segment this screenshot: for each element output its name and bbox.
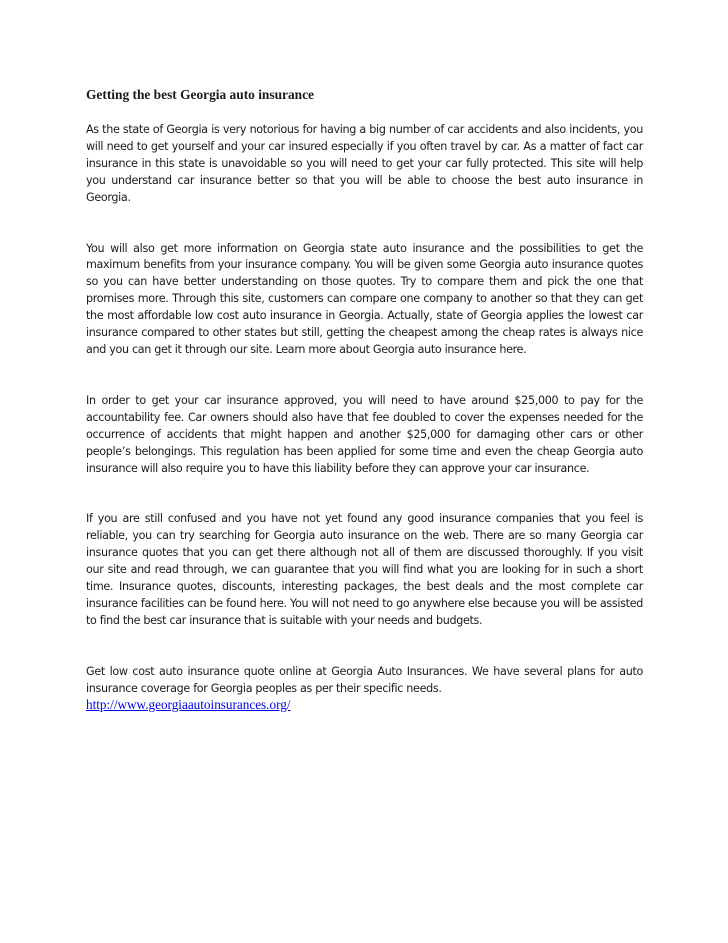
paragraph-3: In order to get your car insurance approved, you will need to have around $25,000 to pay for the accountability fee. Car owners should also have that fee doubled to cover the expenses needed for the occurrence of accidents that might happen and another $25,000 for damaging other cars or other people’s belongings. This regulation has been applied for some time and even the cheap Georgia auto insurance will also require you to have this liability before they can approve your car insurance. <box>86 393 643 475</box>
document-page <box>86 86 643 713</box>
paragraph-2: You will also get more information on Georgia state auto insurance and the possibilities to get the maximum benefits from your insurance company. You will be given some Georgia auto insurance quotes so you can have better understanding on those quotes. Try to compare them and pick the one that promises more. Through this site, customers can compare one company to another so that they can get the most affordable low cost auto insurance in Georgia. Actually, state of Georgia applies the lowest car insurance compared to other states but still, getting the cheapest among the cheap rates is always nice and you can get it through our site. Learn more about Georgia auto insurance here. <box>86 241 643 356</box>
paragraph-1: As the state of Georgia is very notorious for having a big number of car accidents and also incidents, you will need to get yourself and your car insured especially if you often travel by car. As a matter of fact car insurance in this state is unavoidable so you will need to get your car fully protected. This site will help you understand car insurance better so that you will be able to choose the best auto insurance in Georgia. <box>86 123 643 204</box>
paragraph-5: Get low cost auto insurance quote online at Georgia Auto Insurances. We have several plans for auto insurance coverage for Georgia peoples as per their specific needs. <box>86 664 643 695</box>
website-link[interactable]: http://www.georgiaautoinsurances.org/ <box>86 696 291 712</box>
document-title: Getting the best Georgia auto insurance <box>86 87 314 102</box>
paragraph-5-block <box>86 664 643 714</box>
paragraph-4: If you are still confused and you have not yet found any good insurance companies that you feel is reliable, you can try searching for Georgia auto insurance on the web. There are so many Georgia car insurance quotes that you can get there although not all of them are discussed thoroughly. If you visit our site and read through, we can guarantee that you will find what you are looking for in such a short time. Insurance quotes, discounts, interesting packages, the best deals and the most complete car insurance facilities can be found here. You will not need to go anywhere else because you will be assisted to find the best car insurance that is suitable with your needs and budgets. <box>86 512 643 627</box>
